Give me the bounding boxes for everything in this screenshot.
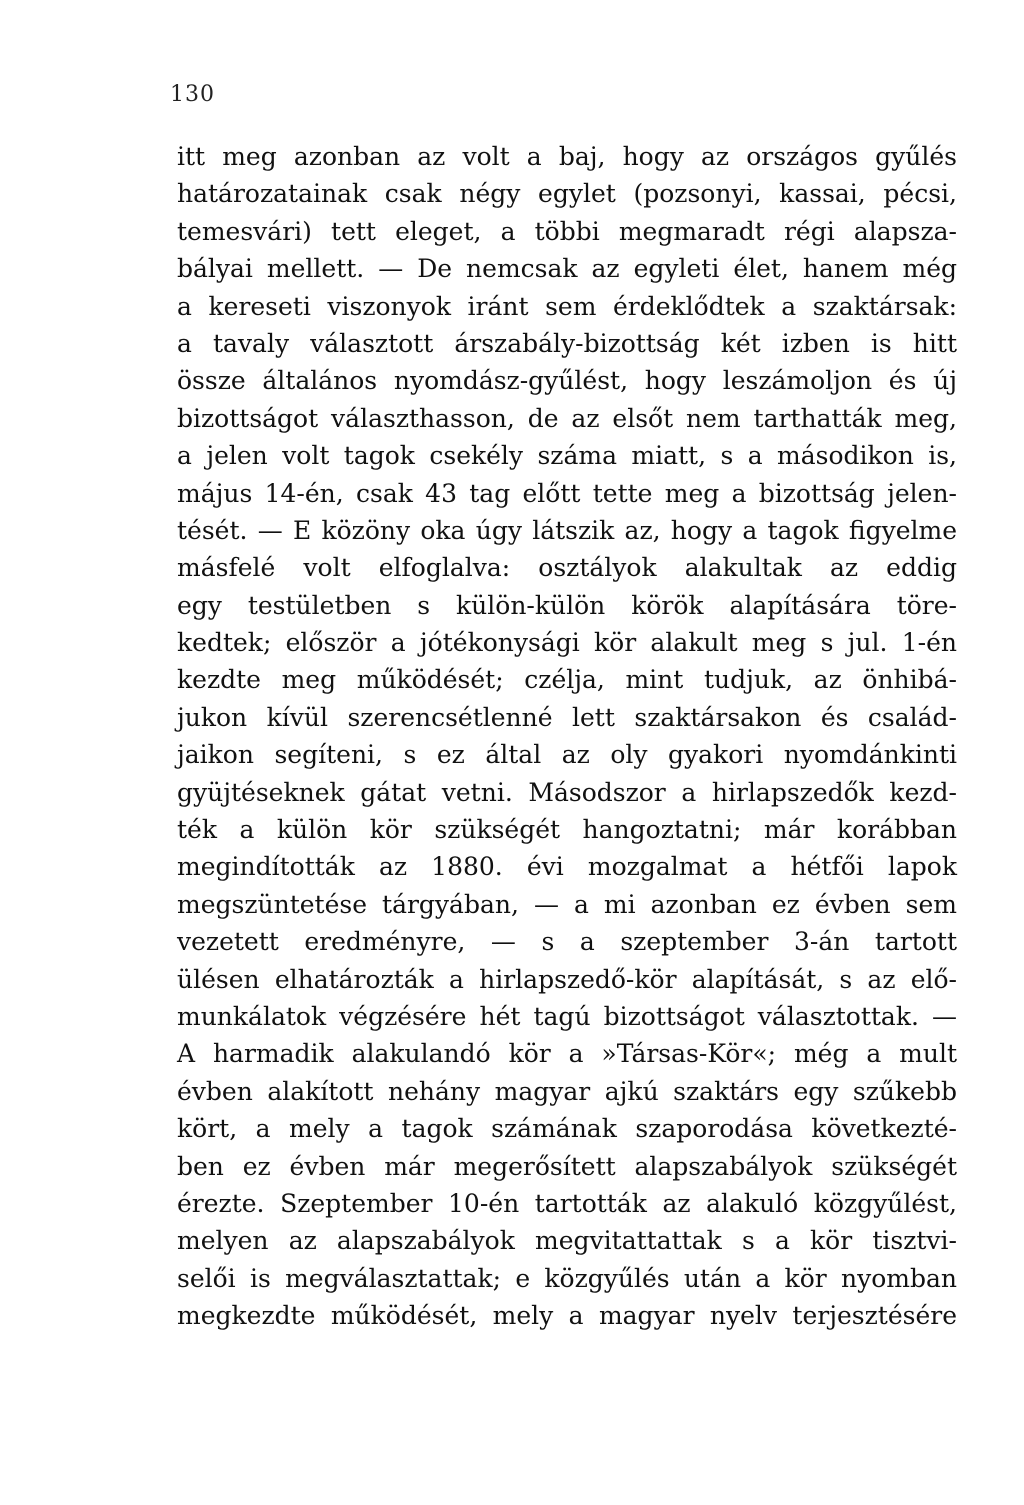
text-line: a tavaly választott árszabály-bizottság két izben is hitt [177, 328, 957, 358]
text-line: május 14-én, csak 43 tag előtt tette meg a bizottság jelen- [177, 478, 957, 508]
page-number: 130 [170, 82, 215, 107]
text-line: A harmadik alakulandó kör a »Társas-Kör«; még a mult [177, 1039, 957, 1069]
text-line: vezetett eredményre, — s a szeptember 3-án tartott [177, 927, 957, 957]
text-line: ülésen elhatározták a hirlapszedő-kör alapítását, s az elő- [177, 964, 957, 994]
text-line: ték a külön kör szükségét hangoztatni; már korábban [177, 815, 957, 845]
body-text [177, 138, 957, 1335]
text-line: a kereseti viszonyok iránt sem érdeklődtek a szaktársak: [177, 291, 957, 321]
text-line: kezdte meg működését; czélja, mint tudjuk, az önhibá- [177, 665, 957, 695]
text-line: egy testületben s külön-külön körök alapítására töre- [177, 590, 957, 620]
text-line: gyüjtéseknek gátat vetni. Másodszor a hirlapszedők kezd- [177, 777, 957, 807]
text-line: bályai mellett. — De nemcsak az egyleti élet, hanem még [177, 254, 957, 284]
text-line: megindították az 1880. évi mozgalmat a hétfői lapok [177, 852, 957, 882]
text-line: itt meg azonban az volt a baj, hogy az országos gyűlés [177, 142, 957, 171]
text-line: melyen az alapszabályok megvitattattak s a kör tisztvi- [177, 1226, 957, 1256]
text-line: temesvári) tett eleget, a többi megmaradt régi alapsza- [177, 216, 957, 246]
text-line: a jelen volt tagok csekély száma miatt, s a másodikon is, [177, 441, 957, 471]
text-line: évben alakított nehány magyar ajkú szaktárs egy szűkebb [177, 1076, 957, 1106]
text-line: ben ez évben már megerősített alapszabályok szükségét [177, 1151, 957, 1181]
text-line: bizottságot választhasson, de az elsőt nem tarthatták meg, [177, 403, 957, 433]
text-line: jaikon segíteni, s ez által az oly gyakori nyomdánkinti [177, 740, 957, 770]
text-line: tését. — E közöny oka úgy látszik az, hogy a tagok figyelme [177, 515, 957, 545]
text-line: határozatainak csak négy egylet (pozsonyi, kassai, pécsi, [177, 179, 957, 209]
text-line: össze általános nyomdász-gyűlést, hogy leszámoljon és új [177, 366, 957, 396]
text-line: kört, a mely a tagok számának szaporodása következté- [177, 1114, 957, 1144]
text-line: megszüntetése tárgyában, — a mi azonban ez évben sem [177, 889, 957, 919]
text-line: megkezdte működését, mely a magyar nyelv terjesztésére [177, 1301, 957, 1331]
text-line: kedtek; először a jótékonysági kör alakult meg s jul. 1-én [177, 628, 957, 658]
text-line: jukon kívül szerencsétlenné lett szaktársakon és család- [177, 702, 957, 732]
text-line: érezte. Szeptember 10-én tartották az alakuló közgyűlést, [177, 1188, 957, 1218]
text-line: munkálatok végzésére hét tagú bizottságot választottak. — [177, 1001, 957, 1031]
text-line: selői is megválasztattak; e közgyűlés után a kör nyomban [177, 1263, 957, 1293]
text-line: másfelé volt elfoglalva: osztályok alakultak az eddig [177, 553, 957, 583]
